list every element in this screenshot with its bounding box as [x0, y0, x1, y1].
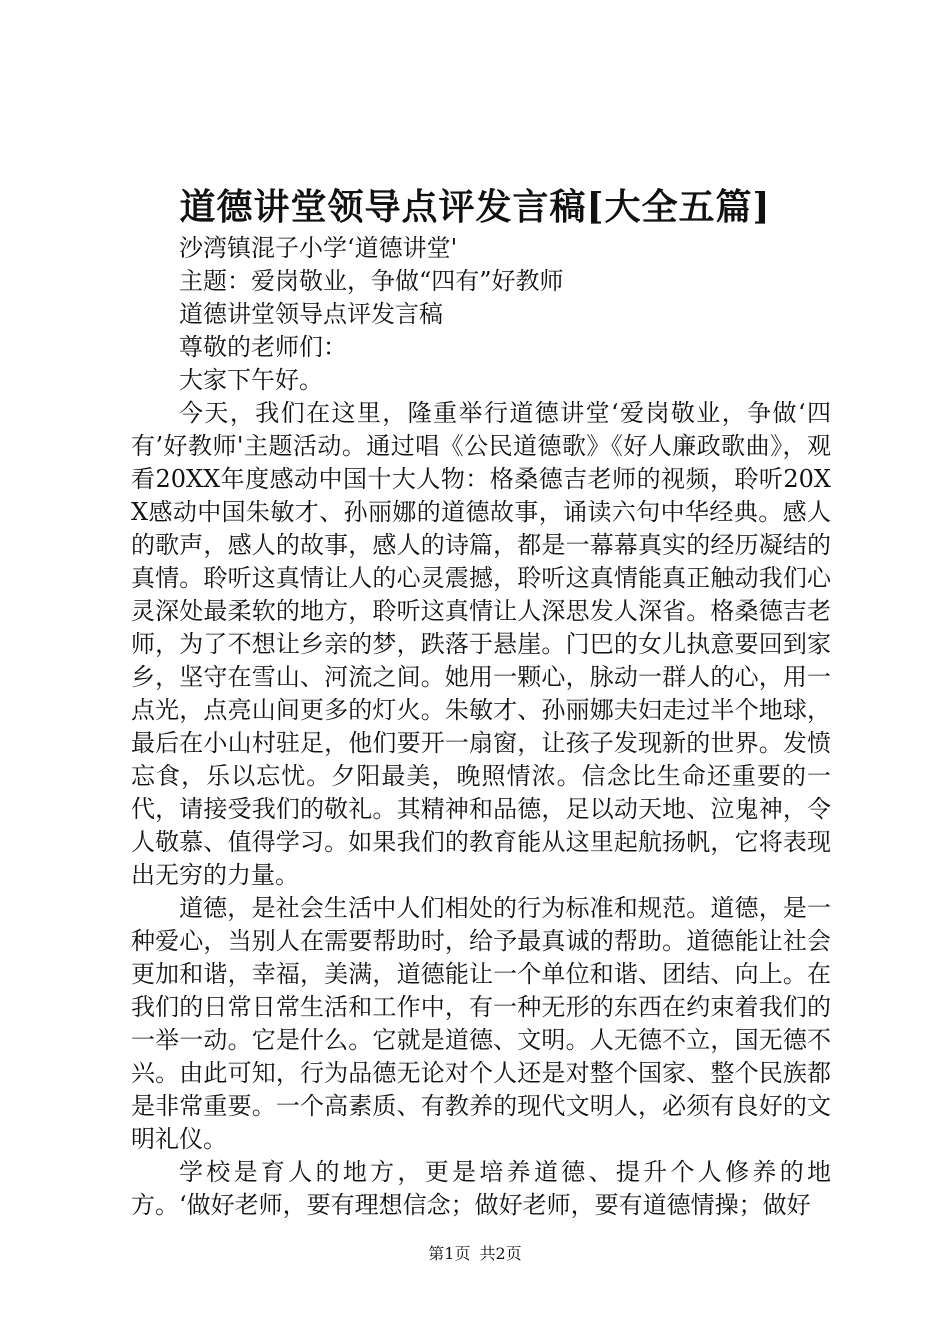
document-body: [131, 232, 831, 1222]
theme-line: 主题：爱岗敬业，争做“四有”好教师: [179, 267, 564, 295]
paragraph: 学校是育人的地方，更是培养道德、提升个人修养的地方。‘做好老师，要有理想信念；做好老师，要有道德情操；做好: [131, 1158, 831, 1219]
page-total: 共2页: [479, 1244, 522, 1263]
subtitle-line: 道德讲堂领导点评发言稿: [179, 300, 443, 328]
school-line: 沙湾镇混子小学‘道德讲堂': [179, 234, 458, 262]
greeting-line: 大家下午好。: [179, 366, 323, 394]
page-footer: [0, 1242, 950, 1266]
paragraph: 道德，是社会生活中人们相处的行为标准和规范。道德，是一种爱心，当别人在需要帮助时，给予最真诚的帮助。道德能让社会更加和谐，幸福，美满，道德能让一个单位和谐、团结、向上。在我们的日常日常生活和工作中，有一种无形的东西在约束着我们的一举一动。它是什么。它就是道德、文明。人无德不立，国无德不兴。由此可知，行为品德无论对个人还是对整个国家、整个民族都是非常重要。一个高素质、有教养的现代文明人，必须有良好的文明礼仪。: [131, 894, 831, 1153]
salutation-line: 尊敬的老师们：: [179, 333, 347, 361]
page-number: 第1页: [428, 1244, 471, 1263]
document-title: 道德讲堂领导点评发言稿[大全五篇]: [179, 186, 771, 228]
paragraph: 今天，我们在这里，隆重举行道德讲堂‘爱岗敬业，争做‘四有’好教师'主题活动。通过唱《公民道德歌》《好人廉政歌曲》，观看20XX年度感动中国十大人物：格桑德吉老师的视频，聆听20XX感动中国朱敏才、孙丽娜的道德故事，诵读六句中华经典。感人的歌声，感人的故事，感人的诗篇，都是一幕幕真实的经历凝结的真情。聆听这真情让人的心灵震撼，聆听这真情能真正触动我们心灵深处最柔软的地方，聆听这真情让人深思发人深省。格桑德吉老师，为了不想让乡亲的梦，跌落于悬崖。门巴的女儿执意要回到家乡，坚守在雪山、河流之间。她用一颗心，脉动一群人的心，用一点光，点亮山间更多的灯火。朱敏才、孙丽娜夫妇走过半个地球，最后在小山村驻足，他们要开一扇窗，让孩子发现新的世界。发愤忘食，乐以忘忧。夕阳最美，晚照情浓。信念比生命还重要的一代，请接受我们的敬礼。其精神和品德，足以动天地、泣鬼神，令人敬慕、值得学习。如果我们的教育能从这里起航扬帆，它将表现出无穷的力量。: [131, 399, 831, 889]
